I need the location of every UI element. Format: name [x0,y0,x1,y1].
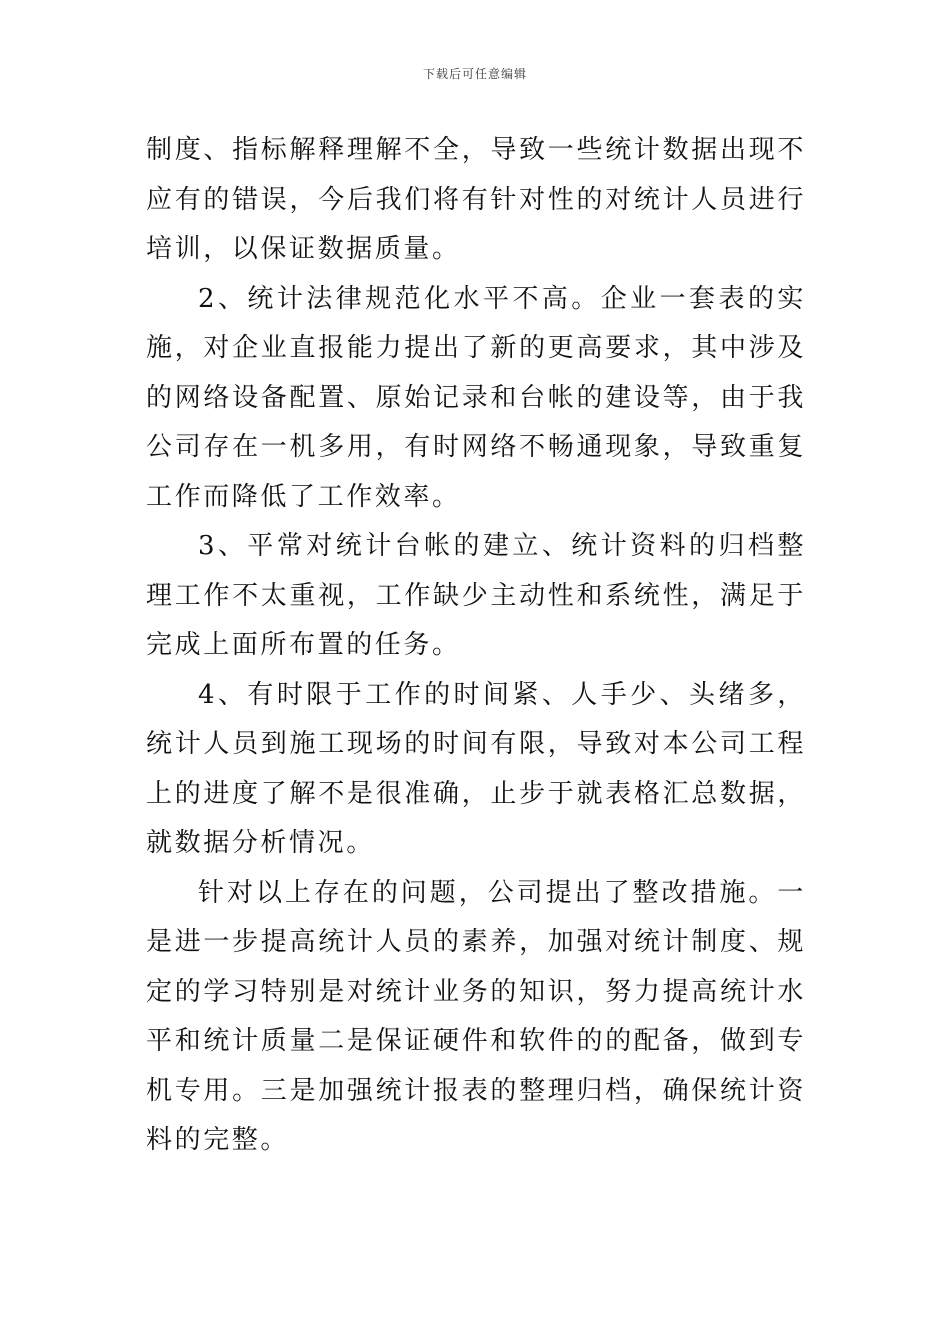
body-text [146,126,806,1166]
paragraph-item-2: 2、统计法律规范化水平不高。企业一套表的实施，对企业直报能力提出了新的更高要求，其中涉及的网络设备配置、原始记录和台帐的建设等，由于我公司存在一机多用，有时网络不畅通现象，导致重复工作而降低了工作效率。 [146,283,806,512]
paragraph-continuation: 制度、指标解释理解不全，导致一些统计数据出现不应有的错误，今后我们将有针对性的对统计人员进行培训，以保证数据质量。 [146,135,806,264]
paragraph-item-4: 4、有时限于工作的时间紧、人手少、头绪多，统计人员到施工现场的时间有限，导致对本公司工程上的进度了解不是很准确，止步于就表格汇总数据，就数据分析情况。 [146,679,806,858]
paragraph-item-3: 3、平常对统计台帐的建立、统计资料的归档整理工作不太重视，工作缺少主动性和系统性，满足于完成上面所布置的任务。 [146,531,806,660]
header-note: 下载后可任意编辑 [422,67,527,81]
paragraph-measures: 针对以上存在的问题，公司提出了整改措施。一是进一步提高统计人员的素养，加强对统计制度、规定的学习特别是对统计业务的知识，努力提高统计水平和统计质量二是保证硬件和软件的的配备，做到专机专用。三是加强统计报表的整理归档，确保统计资料的完整。 [146,877,806,1155]
